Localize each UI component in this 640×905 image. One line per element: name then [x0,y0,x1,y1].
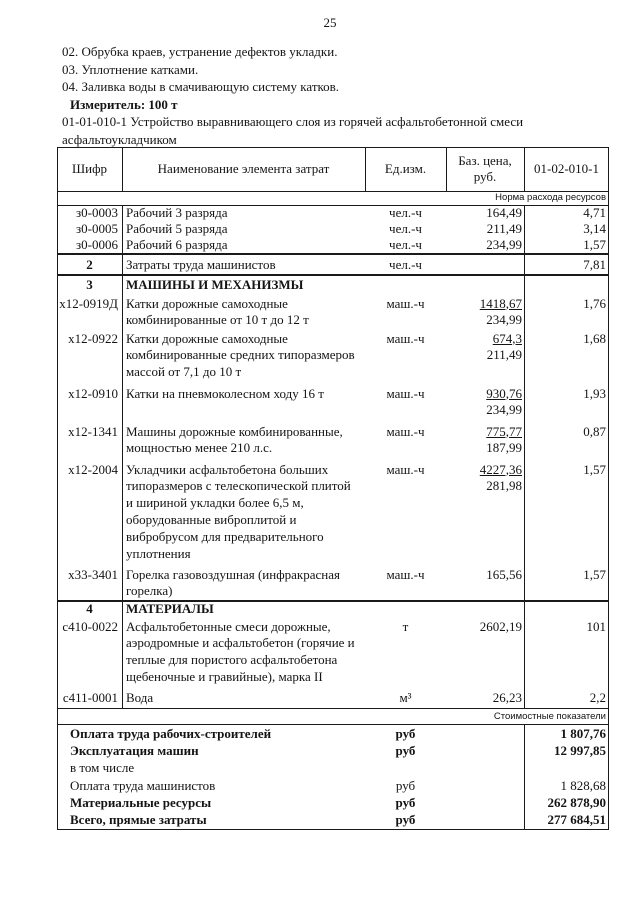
summary-row [57,725,609,742]
resource-code: х12-0910 [68,385,118,401]
resource-code: з0-0005 [76,221,118,236]
summary-unit: руб [395,743,416,759]
resource-code: х12-1341 [68,423,118,439]
resource-code: х12-0922 [68,330,118,346]
resource-name-line: типоразмеров с телескопической плитой [126,478,351,494]
resource-name-line: Укладчики асфальтобетона больших [126,461,329,477]
header-unit: Ед.изм. [384,161,427,176]
header-name: Наименование элемента затрат [157,161,330,176]
resource-name [126,567,364,601]
summary-row [57,759,609,776]
norm-value: 4,71 [583,205,606,220]
machine-price: 4227,36 [479,461,522,477]
header-norm-code: 01-02-010-1 [534,161,599,176]
resource-name-line: комбинированные средних типоразмеров [126,347,355,363]
summary-label: в том числе [70,760,135,776]
resource-code: х12-2004 [68,461,118,477]
norm-value: 1,57 [583,566,606,582]
header-base-price-line: Баз. цена, [458,153,512,168]
norm-table-title-cont: асфальтоукладчиком [62,131,177,147]
base-price: 26,23 [492,689,522,705]
resource-name [126,296,364,330]
resource-name-line: Асфальтобетонные смеси дорожные, [126,618,331,634]
base-price [446,296,522,330]
resource-code: с411-0001 [62,689,118,705]
unit: маш.-ч [386,423,425,439]
resource-name-line: Горелка газовоздушная (инфракрасная [126,566,340,582]
page-number: 25 [323,15,337,30]
section-number: 2 [86,256,93,272]
norm-value: 1,76 [583,295,606,311]
norm-value: 0,87 [583,423,606,439]
header-base-price [446,147,524,191]
resource-name-line: Вода [126,689,154,705]
summary-label: Оплата труда рабочих-строителей [70,726,272,741]
base-price [446,386,522,420]
unit: маш.-ч [386,295,425,311]
summary-row-total [57,811,609,828]
measure-unit: Измеритель: 100 т [70,96,178,112]
resource-name [126,619,364,686]
base-price: 2602,19 [479,618,522,634]
resource-name [126,424,364,458]
summary-value: 262 878,90 [547,794,606,810]
resource-code: х12-0919Д [59,295,118,311]
resource-name-line: горелка) [126,583,173,599]
section-title: МАШИНЫ И МЕХАНИЗМЫ [126,276,304,292]
machine-price: 930,76 [486,385,522,401]
resource-name-line: Катки дорожные самоходные [126,330,288,346]
resource-code: х33-3401 [68,566,118,582]
resource-name-line: вибробрусом для предварительного [126,528,324,544]
unit: т [402,618,409,634]
summary-unit: руб [395,777,416,793]
base-price: 234,99 [486,237,522,252]
summary-value: 1 807,76 [560,726,606,741]
machine-price: 1418,67 [479,295,522,311]
unit: маш.-ч [386,385,425,401]
resource-name-line: массой от 7,1 до 10 т [126,364,242,380]
section-number: 4 [86,601,93,617]
resource-name [126,462,364,563]
work-step: 02. Обрубка краев, устранение дефектов укладки. [62,44,338,59]
resource-code: з0-0006 [76,237,118,252]
norm-value: 1,93 [583,385,606,401]
norm-value: 101 [586,618,606,634]
resource-name: Затраты труда машинистов [126,256,276,272]
summary-value: 12 997,85 [554,743,606,759]
unit: чел.-ч [389,256,422,272]
unit: м³ [399,689,412,705]
cost-caption: Стоимостные показатели [493,711,606,722]
summary-label: Материальные ресурсы [70,794,212,810]
table-bottom-border [57,829,609,830]
cost-summary [57,725,609,828]
machinist-wage: 281,98 [486,478,522,494]
work-description [62,43,622,148]
resource-name-line: Катки дорожные самоходные [126,295,288,311]
resource-name: Рабочий 3 разряда [126,205,228,220]
unit: чел.-ч [389,237,422,252]
summary-label: Оплата труда машинистов [70,777,216,793]
machinist-wage: 211,49 [486,347,522,363]
base-price: 165,56 [486,566,522,582]
machinist-wage: 234,99 [486,402,522,418]
resource-code: з0-0003 [76,205,118,220]
column-divider [122,205,123,709]
summary-unit: руб [395,794,416,810]
summary-unit: руб [395,811,416,827]
machinist-wage: 187,99 [486,440,522,456]
norm-caption: Норма расхода ресурсов [495,192,606,203]
resource-name-line: Катки на пневмоколесном ходу 16 т [126,385,324,401]
unit: маш.-ч [386,461,425,477]
summary-label: Всего, прямые затраты [70,811,207,827]
base-price: 164,49 [486,205,522,220]
summary-row [57,794,609,811]
resource-name: Рабочий 5 разряда [126,221,228,236]
resource-name-line: мощностью менее 210 л.с. [126,440,273,456]
machinist-wage: 234,99 [486,312,522,328]
norm-value: 3,14 [583,221,606,236]
resource-name-line: теплые для пористого асфальтобетона [126,652,338,668]
unit: маш.-ч [386,330,425,346]
base-price [446,462,522,496]
summary-value: 277 684,51 [547,811,606,827]
header-code: Шифр [72,161,107,176]
resource-name-line: комбинированные от 10 т до 12 т [126,312,309,328]
resource-name [126,386,364,403]
resource-name [126,690,364,707]
summary-value: 1 828,68 [560,777,606,793]
machine-price: 674,3 [492,330,522,346]
norm-value: 2,2 [589,689,606,705]
resource-name-line: и шириной укладки более 6,5 м, [126,495,304,511]
unit: маш.-ч [386,566,425,582]
norm-value: 1,57 [583,461,606,477]
summary-unit: руб [395,726,416,741]
work-step: 04. Заливка воды в смачивающую систему катков. [62,79,340,94]
norm-value: 1,57 [583,237,606,252]
resource-code: с410-0022 [62,618,118,634]
summary-label: Эксплуатация машин [70,743,199,759]
unit: чел.-ч [389,221,422,236]
resource-name-line: аэродромные и асфальтобетон (горячие и [126,635,355,651]
resource-name [126,331,364,381]
resource-name-line: уплотнения [126,545,191,561]
norm-table-title: 01-01-010-1 Устройство выравнивающего слоя из горячей асфальтобетонной смеси [62,114,524,129]
summary-row [57,742,609,759]
resource-name: Рабочий 6 разряда [126,237,228,252]
base-price: 211,49 [486,221,522,236]
base-price [446,331,522,365]
resource-name-line: Машины дорожные комбинированные, [126,423,343,439]
section-number: 3 [86,276,93,292]
norm-value: 7,81 [583,256,606,272]
work-step: 03. Уплотнение катками. [62,61,199,77]
summary-row [57,777,609,794]
section-title: МАТЕРИАЛЫ [126,601,214,617]
resource-name-line: оборудованные виброплитой и [126,511,297,527]
norm-value: 1,68 [583,330,606,346]
unit: чел.-ч [389,205,422,220]
header-base-price-line: руб. [473,169,497,184]
machine-price: 775,77 [486,423,522,439]
base-price [446,424,522,458]
resource-name-line: щебеночные и гравийные), марка II [126,668,323,684]
